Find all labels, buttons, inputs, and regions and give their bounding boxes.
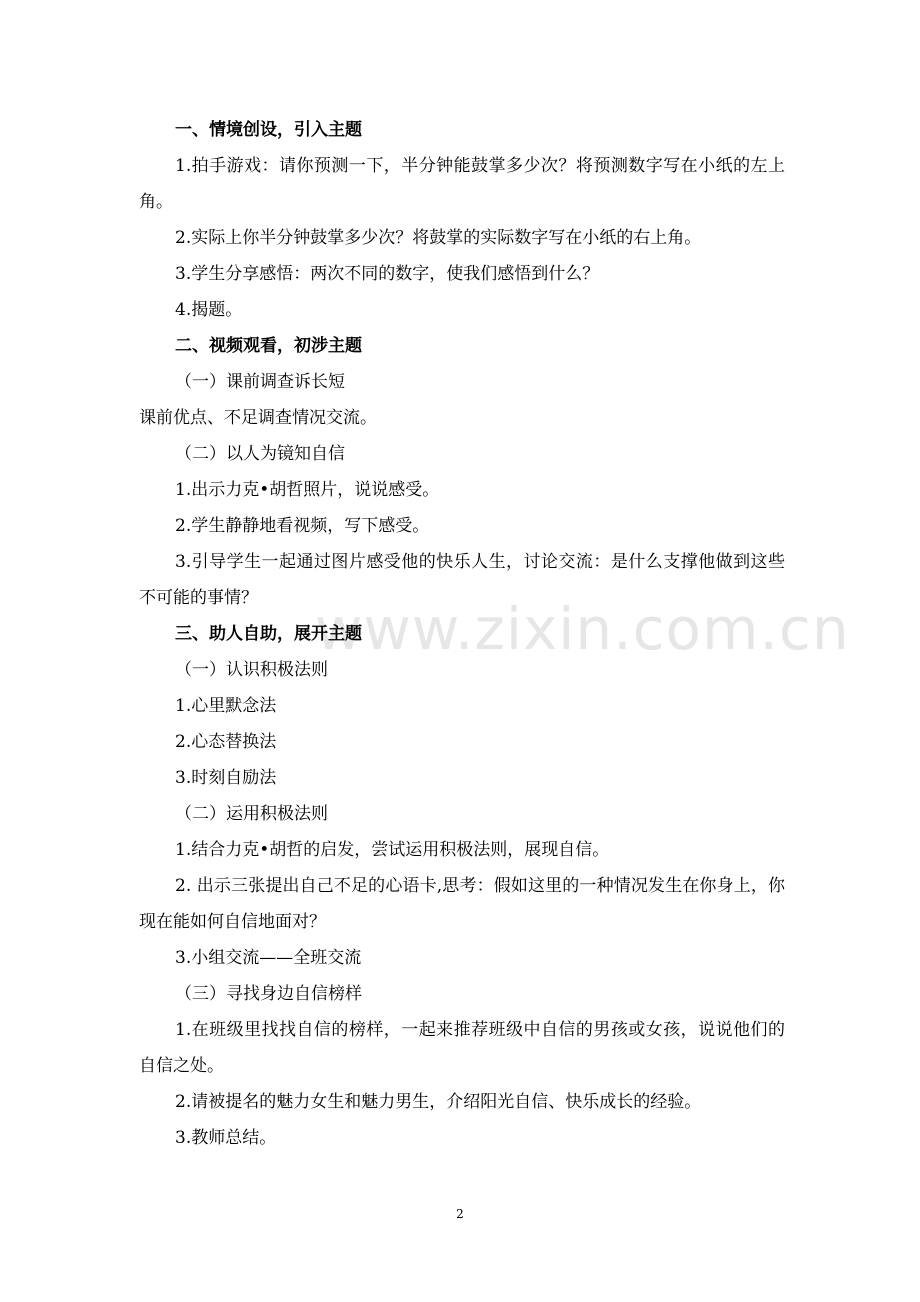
subsection-heading: （一）课前调查诉长短	[175, 372, 345, 392]
subsection-heading: （二）运用积极法则	[175, 804, 328, 824]
paragraph: 1.在班级里找找自信的榜样，一起来推荐班级中自信的男孩或女孩，说说他们的自信之处。	[139, 1020, 785, 1076]
paragraph: 4.揭题。	[175, 300, 243, 320]
subsection-heading: （二）以人为镜知自信	[175, 444, 345, 464]
paragraph: 3.教师总结。	[175, 1128, 277, 1148]
paragraph: 1.心里默念法	[175, 696, 277, 716]
subsection-heading: （三）寻找身边自信榜样	[175, 984, 362, 1004]
paragraph: 1.拍手游戏：请你预测一下，半分钟能鼓掌多少次？将预测数字写在小纸的左上角。	[139, 156, 785, 212]
paragraph: 2.学生静静地看视频，写下感受。	[175, 516, 430, 536]
section-heading-2: 二、视频观看，初涉主题	[175, 336, 362, 356]
section-heading-1: 一、情境创设，引入主题	[175, 120, 362, 140]
paragraph: 3.时刻自励法	[175, 768, 277, 788]
page-number: 2	[456, 1207, 464, 1221]
paragraph: 1.结合力克•胡哲的启发，尝试运用积极法则，展现自信。	[175, 840, 610, 860]
document-body	[139, 112, 785, 1156]
paragraph: 2.心态替换法	[175, 732, 277, 752]
paragraph: 3.小组交流——全班交流	[175, 948, 362, 968]
paragraph: 2.实际上你半分钟鼓掌多少次？将鼓掌的实际数字写在小纸的右上角。	[175, 228, 702, 248]
paragraph: 2.请被提名的魅力女生和魅力男生，介绍阳光自信、快乐成长的经验。	[175, 1092, 702, 1112]
paragraph: 3.引导学生一起通过图片感受他的快乐人生，讨论交流：是什么支撑他做到这些不可能的事情？	[139, 552, 785, 608]
paragraph: 3.学生分享感悟：两次不同的数字，使我们感悟到什么？	[175, 264, 600, 284]
section-heading-3: 三、助人自助，展开主题	[175, 624, 362, 644]
subsection-heading: （一）认识积极法则	[175, 660, 328, 680]
paragraph: 课前优点、不足调查情况交流。	[139, 408, 377, 428]
paragraph: 2. 出示三张提出自己不足的心语卡,思考：假如这里的一种情况发生在你身上，你现在能如何自信地面对？	[139, 876, 785, 932]
watermark: www.zixin.com.cn	[315, 595, 850, 663]
paragraph: 1.出示力克•胡哲照片，说说感受。	[175, 480, 440, 500]
